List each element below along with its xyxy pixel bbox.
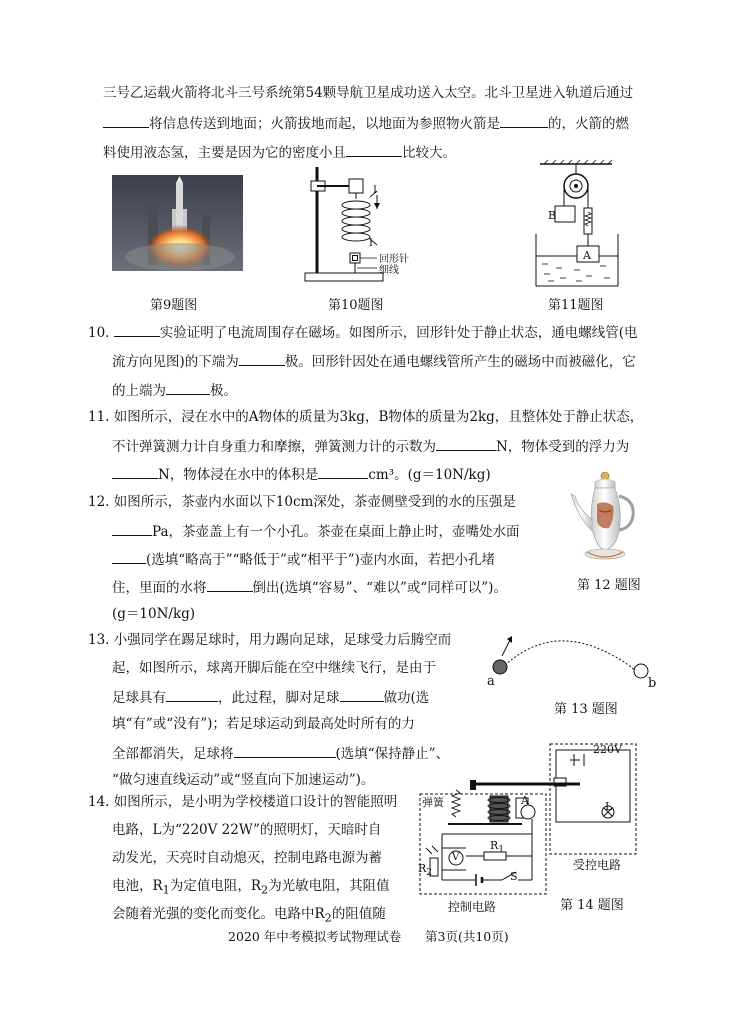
answer-blank[interactable]: [239, 351, 285, 366]
answer-blank[interactable]: [112, 464, 158, 479]
q10-line1: 10. 实验证明了电流周围存在磁场。如图所示，回形针处于静止状态，通电螺线管(电: [88, 322, 638, 342]
q14-line4: 电池，$R_1$为定值电阻，$R_2$为光敏电阻，其阻值: [112, 878, 390, 897]
figure-12-caption: 第 12 题图: [577, 578, 641, 593]
answer-blank[interactable]: [112, 549, 146, 564]
q13-line4: 填“有”或“没有”)；若足球运动到最高处时所有的力: [112, 716, 415, 732]
q13-line2: 起，如图所示，球离开脚后能在空中继续飞行，是由于: [112, 660, 436, 676]
answer-blank[interactable]: [103, 113, 149, 128]
answer-blank[interactable]: [346, 142, 402, 157]
q14-line5: 会随着光强的变化而变化。电路中$R_2$的阻值随: [112, 906, 386, 925]
spring-label: 弹簧: [422, 796, 444, 809]
q12-line1: 12. 如图所示，茶壶内水面以下10cm深处，茶壶侧壁受到的水的压强是: [88, 494, 516, 510]
current-label-top: I: [373, 185, 377, 196]
answer-blank[interactable]: [234, 743, 336, 758]
paperclip-label: 回形针: [379, 254, 409, 265]
question-number: 10.: [88, 325, 110, 341]
answer-blank[interactable]: [340, 687, 384, 702]
ammeter-label: A: [521, 794, 529, 807]
current-label-bottom: I: [369, 238, 373, 249]
lamp-label: L: [605, 800, 613, 813]
question-number: 13.: [88, 632, 110, 648]
lighting-circuit-diagram: [412, 740, 642, 900]
answer-blank[interactable]: [166, 380, 210, 395]
figure-11-caption: 第11题图: [548, 298, 604, 313]
switch-label: S: [510, 870, 518, 883]
answer-blank[interactable]: [207, 577, 253, 592]
point-b-label: b: [648, 676, 657, 691]
q11-line1: 11. 如图所示，浸在水中的A物体的质量为3kg，B物体的质量为2kg，且整体处于静止状态，: [88, 409, 644, 425]
answer-blank[interactable]: [112, 521, 152, 536]
r2-label: $R_2$: [418, 862, 433, 879]
pulley-beaker-diagram: [530, 160, 620, 290]
q9-text-line2: 将信息传送到地面；火箭拔地而起，以地面为参照物火箭是 的，火箭的燃: [103, 113, 629, 133]
q12-line2: Pa，茶壶盖上有一个小孔。茶壶在桌面上静止时，壶嘴处水面: [112, 521, 520, 541]
controlled-circuit-label: 受控电路: [573, 858, 622, 872]
answer-blank[interactable]: [500, 113, 548, 128]
question-number: 12.: [88, 494, 110, 510]
control-circuit-label: 控制电路: [448, 900, 497, 914]
block-a-label: A: [583, 249, 591, 262]
r1-label: $R_1$: [490, 839, 505, 856]
block-b-label: B: [548, 209, 557, 222]
answer-blank[interactable]: [436, 436, 496, 451]
q9-text-line1: 三号乙运载火箭将北斗三号系统第54颗导航卫星成功送入太空。北斗卫星进入轨道后通过: [103, 85, 634, 101]
q12-line3: (选填“略高于”“略低于”或“相平于”)壶内水面，若把小孔堵: [112, 549, 495, 569]
figure-13-caption: 第 13 题图: [554, 702, 618, 717]
voltage-label: 220V: [593, 743, 622, 756]
q13-line6: “做匀速直线运动”或“竖直向下加速运动”)。: [112, 772, 375, 788]
figure-10-caption: 第10题图: [328, 298, 384, 313]
q14-line2: 电路，L为“220V 22W”的照明灯，天暗时自: [112, 822, 382, 838]
solenoid-stand-diagram: [305, 165, 425, 290]
q13-line3: 足球具有 ，此过程，脚对足球 做功(选: [112, 687, 429, 707]
teapot-photo: [569, 470, 639, 562]
point-a-label: a: [487, 674, 495, 689]
ball-trajectory-diagram: [480, 634, 660, 694]
question-number: 14.: [88, 794, 110, 810]
footer-page-number: 第3页(共10页): [425, 929, 509, 944]
question-number: 11.: [88, 409, 110, 425]
thread-label: 细线: [379, 265, 399, 276]
figure-14-caption: 第 14 题图: [560, 898, 624, 913]
q11-line2: 不计弹簧测力计自身重力和摩擦，弹簧测力计的示数为 N，物体受到的浮力为: [112, 436, 629, 456]
q14-line3: 动发光，天亮时自动熄灭，控制电路电源为蓄: [112, 850, 382, 866]
voltmeter-label: V: [452, 852, 460, 863]
answer-blank[interactable]: [166, 687, 218, 702]
q12-line5: (g＝10N/kg): [112, 606, 196, 622]
footer-exam-title: 2020 年中考模拟考试物理试卷: [228, 929, 402, 944]
q12-line4: 住，里面的水将 倒出(选填“容易”、“难以”或“同样可以”)。: [112, 577, 507, 597]
answer-blank[interactable]: [318, 464, 368, 479]
rocket-launch-photo: [112, 175, 243, 271]
figure-9-caption: 第9题图: [150, 298, 198, 313]
q10-line2: 流方向见图)的下端为 极。回形针因处在通电螺线管所产生的磁场中而被磁化，它: [112, 351, 636, 371]
q10-line3: 的上端为 极。: [112, 380, 237, 400]
q13-line1: 13. 小强同学在踢足球时，用力踢向足球，足球受力后腾空而: [88, 632, 452, 648]
answer-blank[interactable]: [114, 322, 160, 337]
q9-text-line3: 料使用液态氢，主要是因为它的密度小且 比较大。: [103, 142, 456, 162]
q14-line1: 14. 如图所示，是小明为学校楼道口设计的智能照明: [88, 794, 398, 810]
q11-line3: N，物体浸在水中的体积是 cm³。(g＝10N/kg): [112, 464, 491, 484]
q13-line5: 全部都消失，足球将 (选填“保持静止”、: [112, 743, 449, 763]
